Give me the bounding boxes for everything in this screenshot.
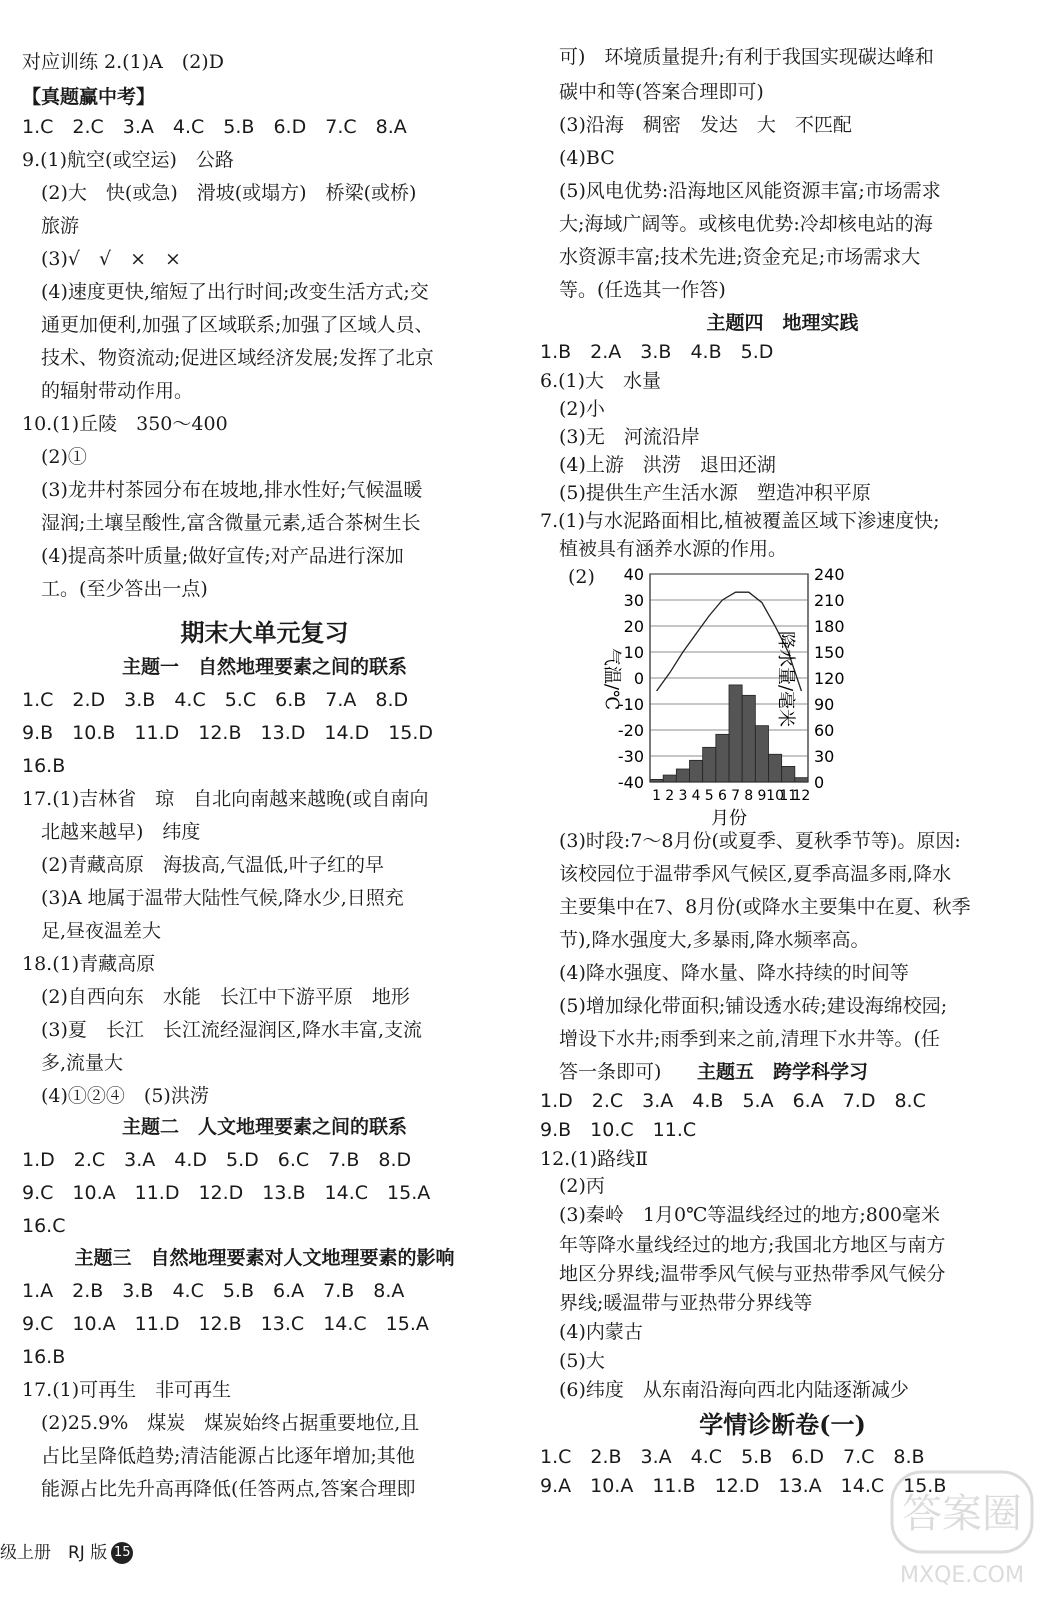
precip-bar	[729, 685, 742, 782]
left-line: 多,流量大	[22, 1052, 124, 1074]
right-line: (4)内蒙古	[540, 1321, 643, 1343]
left-line: 16.B	[22, 755, 66, 777]
page-footer	[0, 1538, 133, 1564]
right-line: 6.(1)大 水量	[540, 370, 662, 392]
left-line: (4)速度更快,缩短了出行时间;改变生活方式;交	[22, 281, 429, 303]
right-line: 该校园位于温带季风气候区,夏季高温多雨,降水	[540, 863, 952, 885]
left-line: 技术、物资流动;促进区域经济发展;发挥了北京	[22, 347, 434, 369]
right-line: (4)上游 洪涝 退田还湖	[540, 454, 776, 476]
y-right-tick: 180	[814, 617, 845, 636]
right-line: 答一条即可)	[540, 1061, 662, 1083]
y-left-tick: -30	[617, 747, 644, 766]
precip-bar	[663, 775, 676, 782]
left-line: 的辐射带动作用。	[22, 380, 194, 402]
right-line: 1.B 2.A 3.B 4.B 5.D	[540, 341, 774, 363]
left-line: (2)25.9% 煤炭 煤炭始终占据重要地位,且	[22, 1412, 420, 1434]
precip-bar	[782, 766, 795, 782]
right-line: (4)BC	[540, 147, 615, 169]
left-line: 主题三 自然地理要素对人文地理要素的影响	[74, 1247, 455, 1269]
right-line: (3)无 河流沿岸	[540, 426, 700, 448]
right-line: (5)大	[540, 1350, 605, 1372]
left-line: 17.(1)可再生 非可再生	[22, 1379, 232, 1401]
left-line: 9.C 10.A 11.D 12.B 13.C 14.C 15.A	[22, 1313, 429, 1335]
precip-bar	[690, 760, 703, 782]
right-line: 1.C 2.B 3.A 4.C 5.B 6.D 7.C 8.B	[540, 1446, 925, 1468]
y-right-tick: 90	[814, 695, 835, 714]
left-line: 能源占比先升高再降低(任答两点,答案合理即	[22, 1478, 416, 1500]
precip-bar	[742, 695, 755, 782]
x-tick: 3	[678, 788, 688, 804]
left-line: 1.C 2.C 3.A 4.C 5.B 6.D 7.C 8.A	[22, 116, 407, 138]
y-left-tick: -10	[617, 695, 644, 714]
footer-text: 级上册 RJ 版	[0, 1543, 108, 1563]
y-right-tick: 60	[814, 721, 835, 740]
left-line: (3)夏 长江 长江流经湿润区,降水丰富,支流	[22, 1019, 422, 1041]
chart-question-label: (2)	[568, 566, 595, 588]
y-right-tick: 150	[814, 643, 845, 662]
right-line: 碳中和等(答案合理即可)	[540, 81, 764, 103]
left-line: 期末大单元复习	[180, 618, 349, 647]
left-line: 北越来越早) 纬度	[22, 821, 201, 843]
left-line: 占比呈降低趋势;清洁能源占比逐年增加;其他	[22, 1445, 415, 1467]
watermark-line1: 答案圈	[902, 1491, 1022, 1537]
left-line: 9.(1)航空(或空运) 公路	[22, 149, 234, 171]
precip-bar	[795, 778, 808, 782]
left-line: 足,昼夜温差大	[22, 920, 162, 942]
x-tick: 2	[665, 788, 675, 804]
left-line: 通更加便利,加强了区域联系;加强了区域人员、	[22, 314, 434, 336]
left-line: 对应训练 2.(1)A (2)D	[22, 51, 224, 73]
right-line: 年等降水量线经过的地方;我国北方地区与南方	[540, 1234, 946, 1256]
y-left-tick: 30	[623, 591, 644, 610]
y-left-tick: 10	[623, 643, 644, 662]
right-line: (5)风电优势:沿海地区风能资源丰富;市场需求	[540, 180, 941, 202]
right-line: 主题四 地理实践	[706, 312, 859, 334]
y-right-tick: 120	[814, 669, 845, 688]
right-line: 植被具有涵养水源的作用。	[540, 538, 788, 560]
left-line: (3)龙井村茶园分布在坡地,排水性好;气候温暖	[22, 479, 423, 501]
right-line: (2)小	[540, 398, 605, 420]
x-tick: 7	[731, 788, 741, 804]
climate-chart	[568, 564, 845, 829]
y-right-tick: 0	[814, 773, 825, 792]
y-right-tick: 210	[814, 591, 845, 610]
left-line: (2)青藏高原 海拔高,气温低,叶子红的早	[22, 854, 384, 876]
right-line: 增设下水井;雨季到来之前,清理下水井等。(任	[540, 1028, 940, 1050]
left-line: 16.B	[22, 1346, 66, 1368]
y-left-tick: 40	[623, 565, 644, 584]
left-line: 9.C 10.A 11.D 12.D 13.B 14.C 15.A	[22, 1182, 431, 1204]
left-line: 主题一 自然地理要素之间的联系	[121, 656, 407, 678]
right-line: 等。(任选其一作答)	[540, 279, 726, 301]
left-line: 17.(1)吉林省 琼 自北向南越来越晚(或自南向	[22, 788, 429, 810]
precip-bar	[676, 769, 689, 782]
left-line: 1.D 2.C 3.A 4.D 5.D 6.C 7.B 8.D	[22, 1149, 412, 1171]
left-line: (4)①②④ (5)洪涝	[22, 1085, 209, 1107]
watermark-line2: MXQE.COM	[900, 1563, 1024, 1588]
y-left-tick: 0	[633, 669, 644, 688]
left-line: 18.(1)青藏高原	[22, 953, 156, 975]
y-left-label: 气温/℃	[601, 647, 622, 711]
precip-bar	[650, 779, 663, 782]
left-line: (2)自西向东 水能 长江中下游平原 地形	[22, 986, 410, 1008]
right-line: 主题五 跨学科学习	[696, 1061, 868, 1083]
y-left-tick: -40	[617, 773, 644, 792]
x-tick: 5	[704, 788, 714, 804]
left-line: 1.A 2.B 3.B 4.C 5.B 6.A 7.B 8.A	[22, 1280, 405, 1302]
right-line: 主要集中在7、8月份(或降水主要集中在夏、秋季	[540, 896, 971, 918]
right-line: 7.(1)与水泥路面相比,植被覆盖区域下渗速度快;	[540, 510, 940, 532]
right-line: (3)时段:7～8月份(或夏季、夏秋季节等)。原因:	[540, 830, 961, 852]
left-line: 1.C 2.D 3.B 4.C 5.C 6.B 7.A 8.D	[22, 689, 409, 711]
y-right-tick: 240	[814, 565, 845, 584]
left-line: 【真题赢中考】	[22, 86, 156, 108]
left-line: (2)大 快(或急) 滑坡(或塌方) 桥梁(或桥)	[22, 182, 417, 204]
right-line: (3)秦岭 1月0℃等温线经过的地方;800毫米	[540, 1204, 941, 1226]
left-line: 10.(1)丘陵 350～400	[22, 413, 228, 435]
left-line: 16.C	[22, 1215, 66, 1237]
y-left-tick: 20	[623, 617, 644, 636]
right-line: (5)增加绿化带面积;铺设透水砖;建设海绵校园;	[540, 995, 948, 1017]
x-tick: 10	[766, 788, 784, 804]
left-line: (4)提高茶叶质量;做好宣传;对产品进行深加	[22, 545, 404, 567]
x-tick: 1	[652, 788, 662, 804]
x-tick: 8	[744, 788, 754, 804]
left-line: (3)√ √ × ×	[22, 248, 181, 270]
left-line: 湿润;土壤呈酸性,富含微量元素,适合茶树生长	[22, 512, 421, 534]
precip-bar	[703, 747, 716, 782]
left-line: (2)①	[22, 446, 87, 468]
right-line: 节),降水强度大,多暴雨,降水频率高。	[540, 929, 870, 951]
left-line: 主题二 人文地理要素之间的联系	[121, 1116, 407, 1138]
right-line: 大;海域广阔等。或核电优势:冷却核电站的海	[540, 213, 933, 235]
right-line: 地区分界线;温带季风气候与亚热带季风气候分	[540, 1263, 946, 1285]
left-line: 9.B 10.B 11.D 12.B 13.D 14.D 15.D	[22, 722, 434, 744]
watermark-logo	[872, 1462, 1042, 1597]
y-left-tick: -20	[617, 721, 644, 740]
precip-bar	[769, 754, 782, 782]
page-number-badge: 15	[111, 1542, 133, 1564]
y-right-tick: 30	[814, 747, 835, 766]
right-line: 界线;暖温带与亚热带分界线等	[540, 1292, 813, 1314]
right-line: 9.A 10.A 11.B 12.D 13.A 14.C 15.B	[540, 1475, 947, 1497]
left-line: 工。(至少答出一点)	[22, 578, 208, 600]
x-tick: 4	[691, 788, 701, 804]
right-line: 学情诊断卷(一)	[699, 1410, 866, 1439]
x-axis-label: 月份	[711, 808, 747, 829]
right-line: 1.D 2.C 3.A 4.B 5.A 6.A 7.D 8.C	[540, 1090, 926, 1112]
left-line: 旅游	[22, 215, 80, 237]
right-line: (3)沿海 稠密 发达 大 不匹配	[540, 114, 852, 136]
left-line: (3)A 地属于温带大陆性气候,降水少,日照充	[22, 887, 404, 909]
right-line: (4)降水强度、降水量、降水持续的时间等	[540, 962, 909, 984]
right-line: 12.(1)路线Ⅱ	[540, 1148, 649, 1170]
right-line: (6)纬度 从东南沿海向西北内陆逐渐减少	[540, 1379, 909, 1401]
right-line: 水资源丰富;技术先进;资金充足;市场需求大	[540, 246, 921, 268]
x-tick: 6	[717, 788, 727, 804]
right-line: (5)提供生产生活水源 塑造冲积平原	[540, 482, 871, 504]
y-right-label: 降水量/毫米	[775, 630, 796, 728]
x-tick: 12	[792, 788, 811, 804]
right-line: 可) 环境质量提升;有利于我国实现碳达峰和	[540, 46, 934, 68]
x-tick: 9	[757, 788, 767, 804]
precip-bar	[716, 734, 729, 782]
right-line: 9.B 10.C 11.C	[540, 1119, 697, 1141]
precip-bar	[755, 726, 768, 782]
x-tick: 11	[779, 788, 798, 804]
right-line: (2)丙	[540, 1175, 605, 1197]
